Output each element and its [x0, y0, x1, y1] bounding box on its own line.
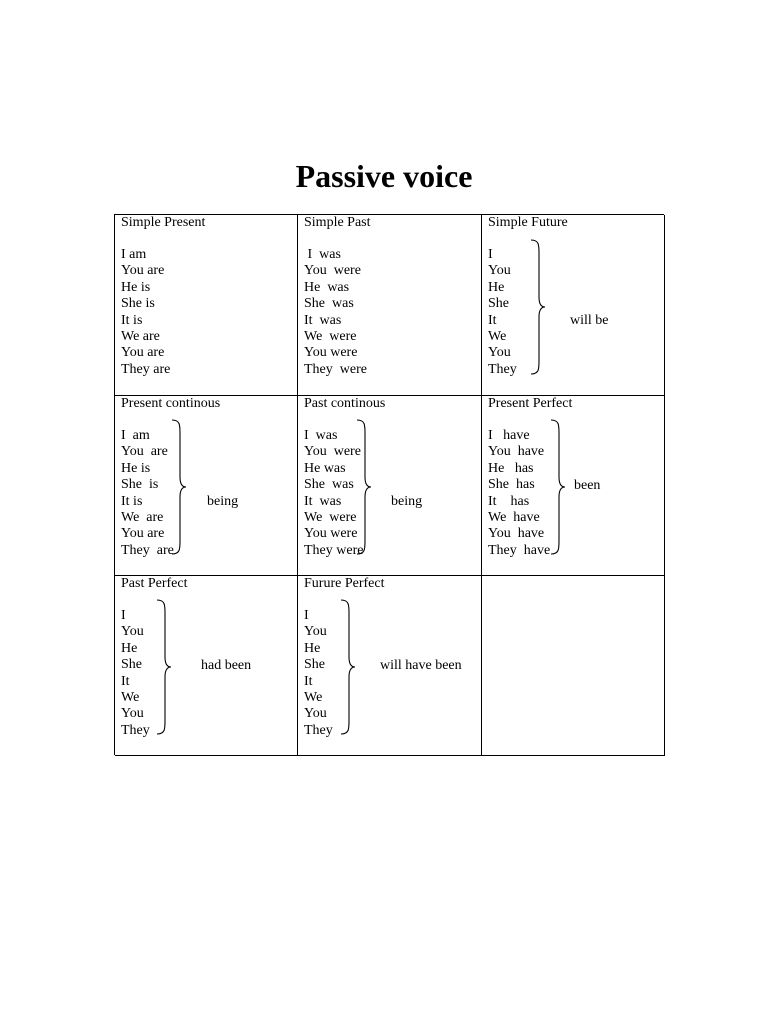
pronoun-line: You have	[488, 444, 545, 460]
pronoun-line: He is	[121, 460, 151, 476]
pronoun-line: She	[488, 296, 509, 312]
pronoun-line: He was	[304, 460, 346, 476]
cell-header: Simple Future	[488, 215, 568, 230]
pronoun-line: You were	[304, 444, 361, 460]
pronoun-line: They were	[304, 361, 367, 377]
pronoun-lines	[304, 608, 333, 739]
pronoun-line: He	[121, 640, 138, 656]
pronoun-lines	[121, 428, 174, 559]
pronoun-line: It	[488, 312, 497, 328]
pronoun-line: It	[121, 673, 130, 689]
pronoun-line: I am	[121, 428, 150, 443]
pronoun-line: You	[121, 624, 144, 640]
pronoun-line: They	[121, 722, 150, 738]
curly-brace-icon	[340, 599, 356, 735]
pronoun-lines	[304, 247, 367, 378]
pronoun-lines	[121, 247, 170, 378]
cell-header: Present Perfect	[488, 396, 573, 411]
pronoun-line: It has	[488, 493, 530, 509]
cell-simple-present	[115, 215, 298, 396]
pronoun-line: I	[488, 247, 493, 262]
pronoun-line: We were	[304, 328, 357, 344]
pronoun-line: You were	[304, 345, 358, 361]
pronoun-line: He	[304, 640, 321, 656]
pronoun-line: You	[304, 624, 327, 640]
pronoun-line: We are	[121, 328, 160, 344]
pronoun-line: You	[488, 345, 511, 361]
pronoun-line: You are	[121, 263, 165, 279]
pronoun-line: He has	[488, 460, 534, 476]
pronoun-line: It was	[304, 493, 342, 509]
auxiliary-verb: being	[391, 494, 423, 509]
auxiliary-verb: will have been	[380, 658, 462, 673]
pronoun-line: She was	[304, 477, 354, 493]
auxiliary-verb: been	[574, 478, 601, 493]
cell-header: Present continous	[121, 396, 221, 411]
auxiliary-verb: being	[207, 494, 239, 509]
pronoun-line: It is	[121, 493, 143, 509]
pronoun-line: It is	[121, 312, 143, 328]
pronoun-line: You have	[488, 526, 545, 542]
pronoun-line: We	[121, 689, 140, 705]
pronoun-line: They were	[304, 542, 364, 558]
pronoun-line: He	[488, 279, 505, 295]
cell-simple-past	[298, 215, 482, 396]
cell-present-perfect	[482, 396, 665, 576]
cell-past-continuous	[298, 396, 482, 576]
pronoun-line: They are	[121, 542, 174, 558]
pronoun-line: We	[304, 689, 323, 705]
pronoun-line: I am	[121, 247, 147, 262]
pronoun-line: You were	[304, 526, 358, 542]
cell-past-perfect	[115, 576, 298, 756]
cell-present-continuous	[115, 396, 298, 576]
curly-brace-icon	[171, 419, 187, 555]
pronoun-line: He is	[121, 279, 151, 295]
pronoun-line: You are	[121, 444, 168, 460]
tense-table	[114, 214, 664, 755]
cell-header: Furure Perfect	[304, 576, 385, 591]
pronoun-line: It	[304, 673, 313, 689]
pronoun-line: We have	[488, 509, 540, 525]
pronoun-line: We	[488, 328, 507, 344]
pronoun-line: I was	[304, 247, 341, 262]
curly-brace-icon	[530, 239, 546, 375]
pronoun-line: She was	[304, 296, 354, 312]
pronoun-lines	[488, 428, 550, 559]
pronoun-lines	[121, 608, 150, 739]
pronoun-lines	[488, 247, 517, 378]
pronoun-line: You	[121, 706, 144, 722]
pronoun-line: He was	[304, 279, 350, 295]
cell-header: Past continous	[304, 396, 386, 411]
pronoun-line: She	[304, 657, 325, 673]
page-title: Passive voice	[295, 158, 473, 194]
pronoun-line: She is	[121, 296, 155, 312]
pronoun-line: I have	[488, 428, 530, 443]
pronoun-line: We are	[121, 509, 164, 525]
curly-brace-icon	[550, 419, 566, 555]
cell-header: Past Perfect	[121, 576, 188, 591]
cell-empty	[482, 576, 665, 756]
pronoun-line: I was	[304, 428, 338, 443]
cell-simple-future	[482, 215, 665, 396]
pronoun-line: I	[121, 608, 126, 623]
pronoun-line: We were	[304, 509, 357, 525]
pronoun-line: They have	[488, 542, 551, 558]
pronoun-line: She	[121, 657, 142, 673]
auxiliary-verb: had been	[201, 658, 252, 673]
auxiliary-verb: will be	[570, 313, 609, 328]
pronoun-line: It was	[304, 312, 342, 328]
pronoun-line: They	[304, 722, 333, 738]
cell-future-perfect	[298, 576, 482, 756]
pronoun-line: They	[488, 361, 517, 377]
pronoun-lines	[304, 428, 363, 559]
pronoun-line: You are	[121, 526, 165, 542]
curly-brace-icon	[356, 419, 372, 555]
curly-brace-icon	[156, 599, 172, 735]
pronoun-line: You	[488, 263, 511, 279]
pronoun-line: You	[304, 706, 327, 722]
pronoun-line: She has	[488, 477, 535, 493]
pronoun-line: You are	[121, 345, 165, 361]
pronoun-line: She is	[121, 477, 159, 493]
pronoun-line: I	[304, 608, 309, 623]
cell-header: Simple Present	[121, 215, 206, 230]
pronoun-line: They are	[121, 361, 171, 377]
pronoun-line: You were	[304, 263, 361, 279]
cell-header: Simple Past	[304, 215, 371, 230]
